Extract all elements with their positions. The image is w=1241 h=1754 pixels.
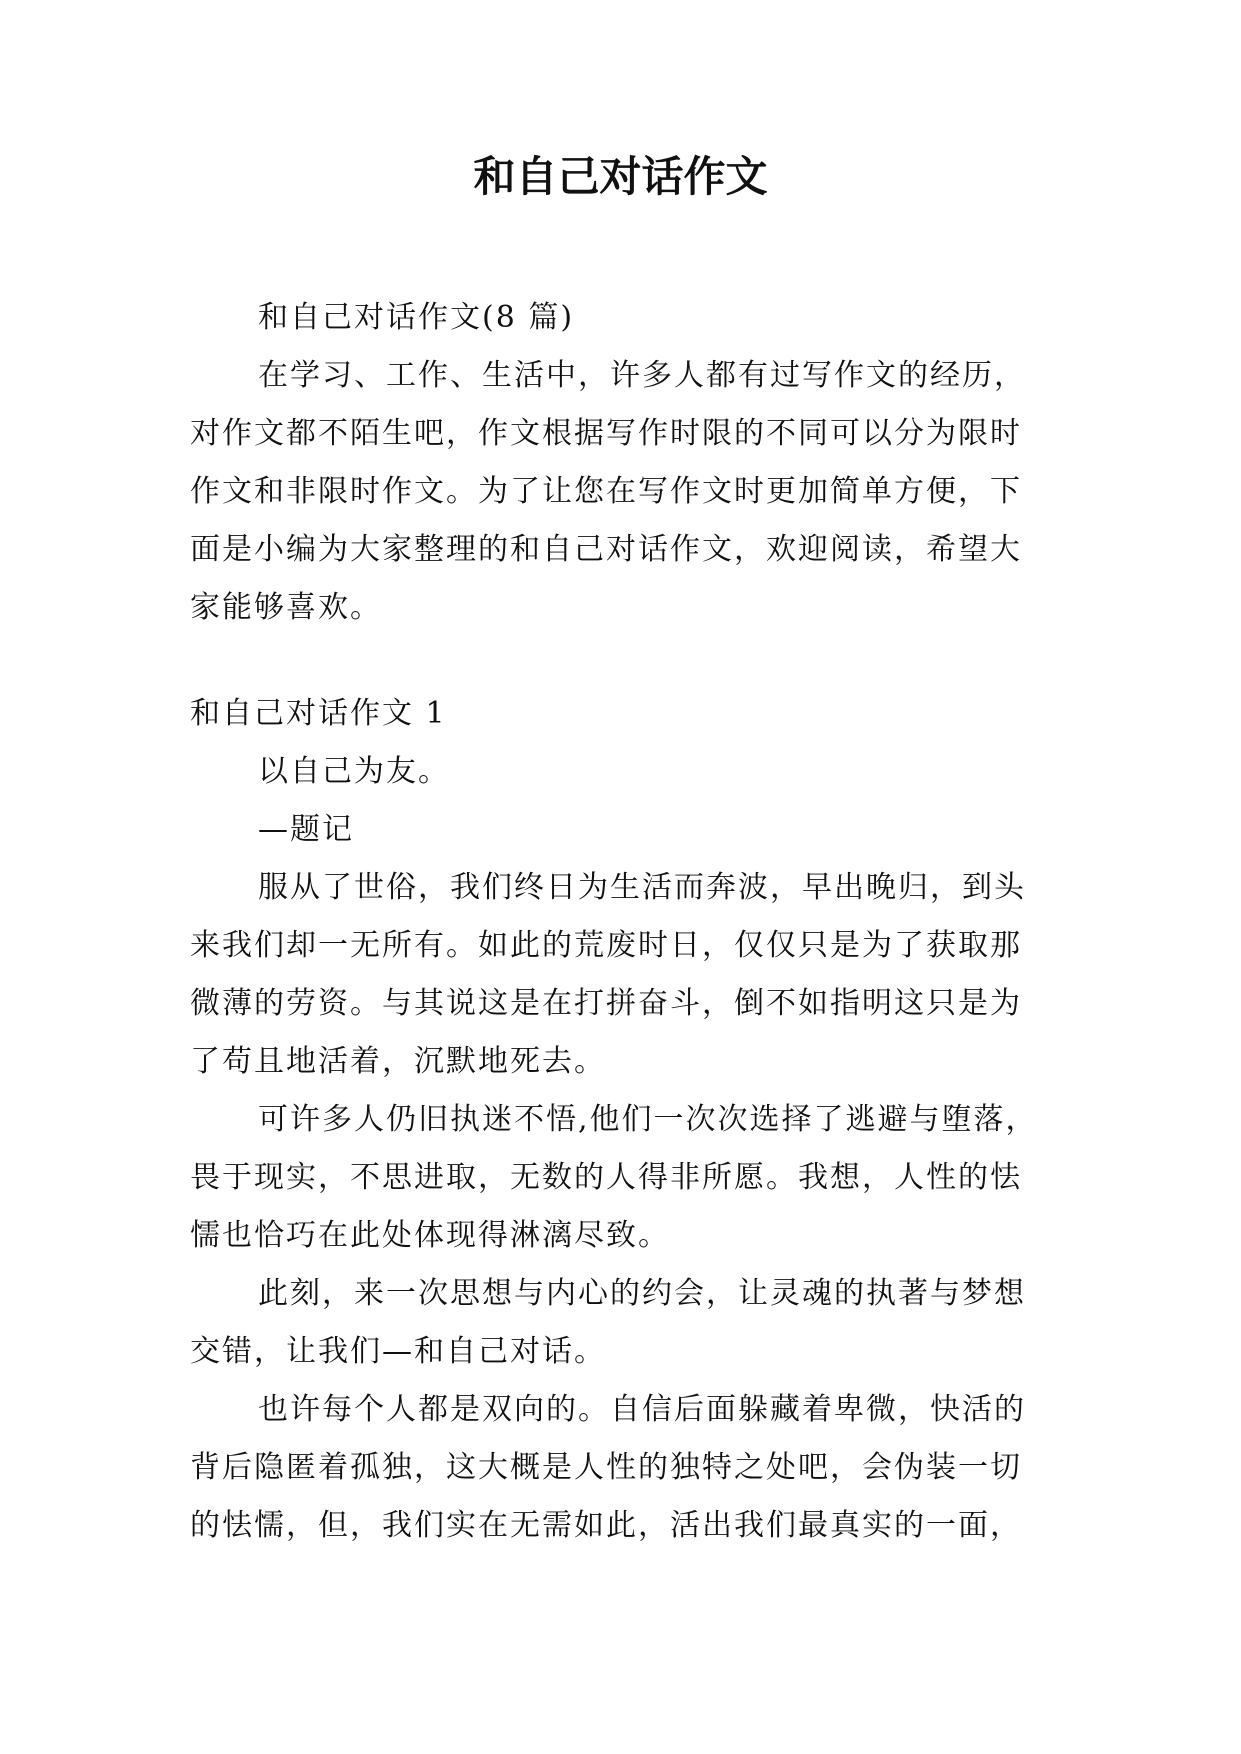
intro-paragraph bbox=[190, 347, 1070, 637]
paragraph bbox=[190, 859, 1070, 1091]
paragraph-line: 了苟且地活着，沉默地死去。 bbox=[190, 1044, 606, 1079]
paragraph-line: 也许每个人都是双向的。自信后面躲藏着卑微，快活的 bbox=[258, 1392, 1026, 1427]
paragraph-line: 微薄的劳资。与其说这是在打拼奋斗，倒不如指明这只是为 bbox=[190, 986, 1022, 1021]
paragraph bbox=[190, 1381, 1070, 1555]
paragraph-line: 懦也恰巧在此处体现得淋漓尽致。 bbox=[190, 1218, 670, 1253]
document-body bbox=[190, 289, 1070, 1555]
document-subtitle: 和自己对话作文(8 篇) bbox=[258, 300, 575, 335]
paragraph-line: 畏于现实，不思进取，无数的人得非所愿。我想，人性的怯 bbox=[190, 1160, 1022, 1195]
intro-line: 面是小编为大家整理的和自己对话作文，欢迎阅读，希望大 bbox=[190, 532, 1022, 567]
epigraph: 以自己为友。 bbox=[258, 754, 450, 789]
paragraph-line: 可许多人仍旧执迷不悟,他们一次次选择了逃避与堕落， bbox=[258, 1102, 1038, 1137]
paragraph-line: 的怯懦，但，我们实在无需如此，活出我们最真实的一面， bbox=[190, 1508, 1022, 1543]
paragraph-line: 此刻，来一次思想与内心的约会，让灵魂的执著与梦想 bbox=[258, 1276, 1026, 1311]
paragraph-line: 来我们却一无所有。如此的荒废时日，仅仅只是为了获取那 bbox=[190, 928, 1022, 963]
paragraph-line: 服从了世俗，我们终日为生活而奔波，早出晚归，到头 bbox=[258, 870, 1026, 905]
section-heading: 和自己对话作文 1 bbox=[190, 696, 447, 731]
paragraph bbox=[190, 1091, 1070, 1265]
paragraph-line: 交错，让我们—和自己对话。 bbox=[190, 1334, 606, 1369]
epigraph-source: —题记 bbox=[258, 812, 354, 847]
intro-line: 家能够喜欢。 bbox=[190, 590, 382, 625]
section-gap bbox=[190, 637, 1070, 685]
paragraph-line: 背后隐匿着孤独，这大概是人性的独特之处吧，会伪装一切 bbox=[190, 1450, 1022, 1485]
document-title: 和自己对话作文 bbox=[473, 152, 768, 201]
intro-line: 在学习、工作、生活中，许多人都有过写作文的经历， bbox=[258, 358, 1026, 393]
intro-line: 作文和非限时作文。为了让您在写作文时更加简单方便，下 bbox=[190, 474, 1022, 509]
paragraph bbox=[190, 1265, 1070, 1381]
intro-line: 对作文都不陌生吧，作文根据写作时限的不同可以分为限时 bbox=[190, 416, 1022, 451]
